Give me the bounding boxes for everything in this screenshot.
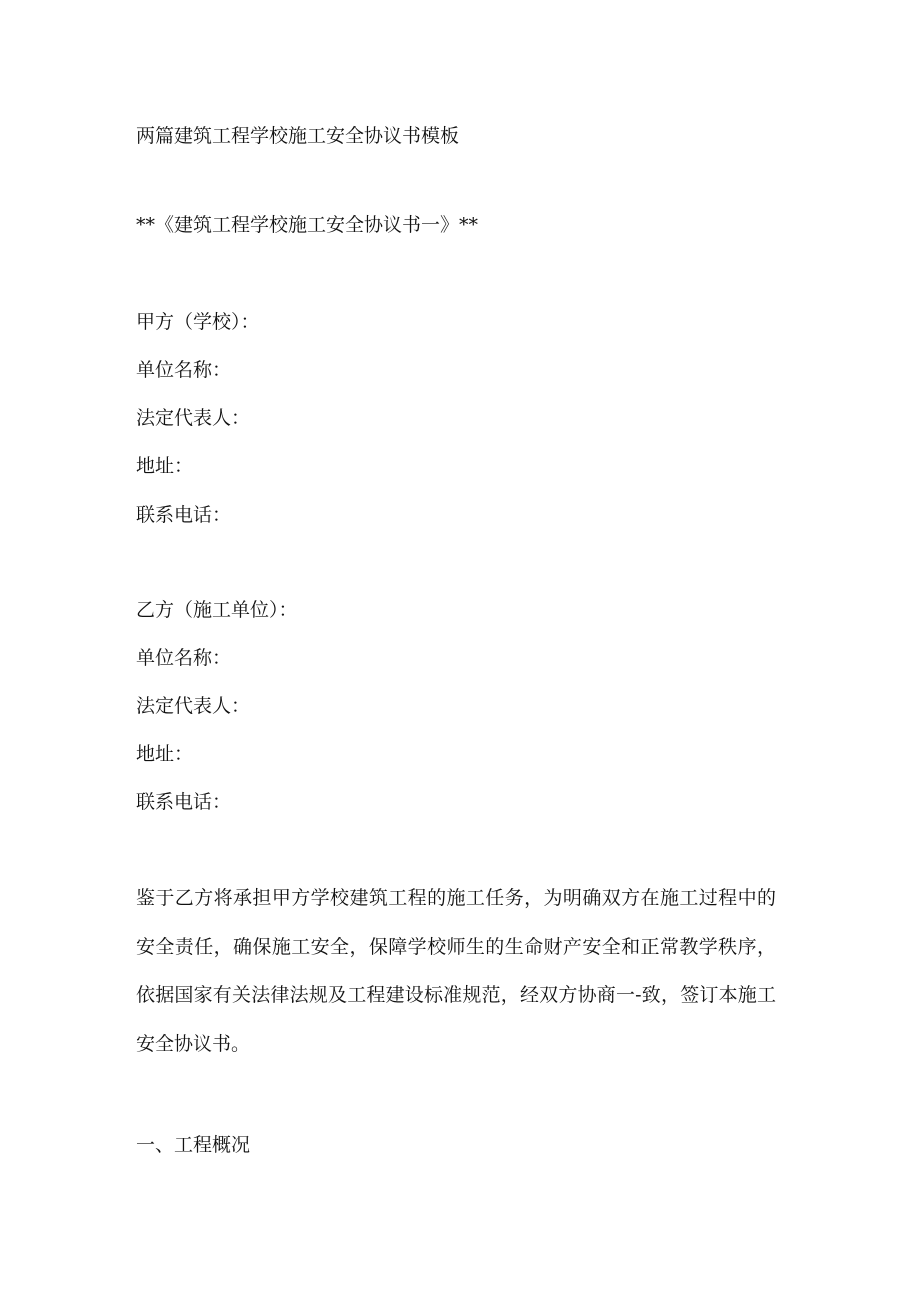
agreement-subtitle: **《建筑工程学校施工安全协议书一》** [136,214,479,236]
party-b-address-label: 地址： [136,743,194,765]
party-a-address-label: 地址： [136,455,194,477]
party-a-heading: 甲方（学校）： [136,311,260,333]
party-b-legal-rep-label: 法定代表人： [136,695,251,717]
section-1-heading: 一、工程概况 [136,1134,251,1156]
party-a-legal-rep-label: 法定代表人： [136,407,251,429]
party-a-phone-label: 联系电话： [136,504,232,526]
party-b-heading: 乙方（施工单位）： [136,599,298,621]
party-a-unit-name-label: 单位名称： [136,359,232,381]
party-b-phone-label: 联系电话： [136,791,232,813]
document-title: 两篇建筑工程学校施工安全协议书模板 [136,125,460,147]
party-b-unit-name-label: 单位名称： [136,647,232,669]
preamble-paragraph: 鉴于乙方将承担甲方学校建筑工程的施工任务，为明确双方在施工过程中的安全责任，确保施工安全，保障学校师生的生命财产安全和正常教学秩序，依据国家有关法律法规及工程建设标准规范，经双方协商一-致，签订本施工安全协议书。 [136,887,776,1055]
